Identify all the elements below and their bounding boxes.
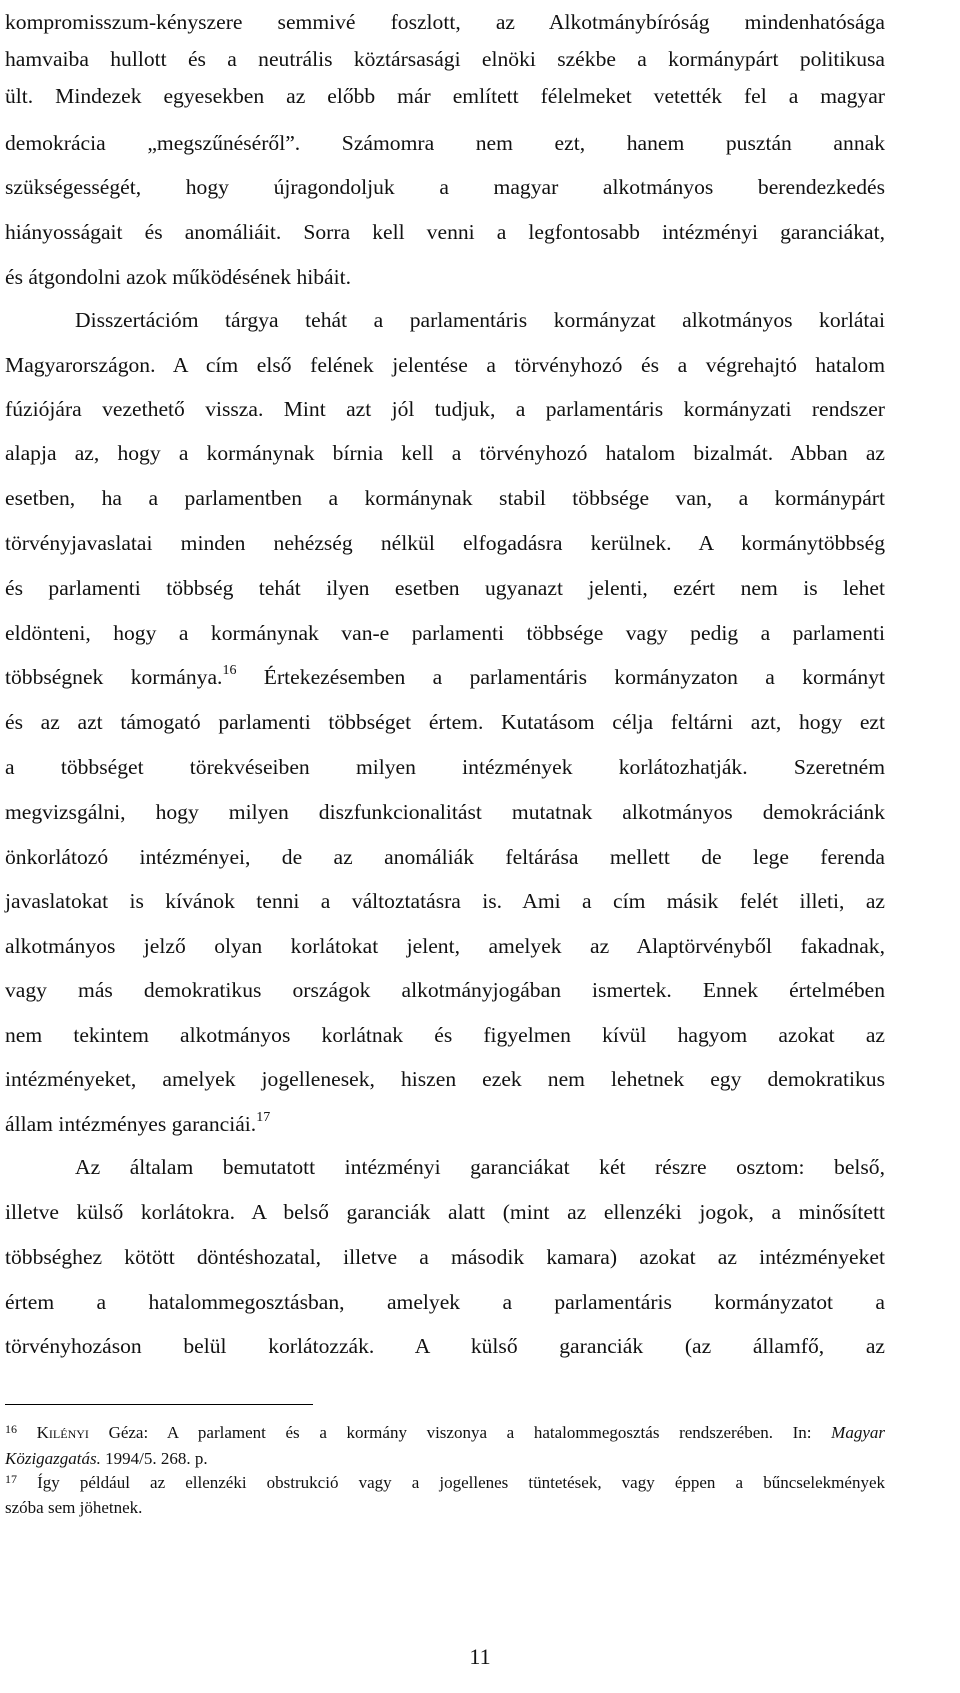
text-line (5, 655, 885, 699)
text-line: Az általam bemutatott intézményi garanciákat két részre osztom: belső, (75, 1155, 885, 1179)
text-fragment: állam intézményes garanciái. (5, 1112, 257, 1136)
text-line: kompromisszum-kényszere semmivé foszlott, az Alkotmánybíróság mindenhatósága (5, 10, 885, 34)
text-line: és parlamenti többség tehát ilyen esetben ugyanazt jelenti, ezért nem is lehet (5, 576, 885, 600)
text-line: illetve külső korlátokra. A belső garanciák alatt (mint az ellenzéki jogok, a minősített (5, 1200, 885, 1224)
footnote-separator (5, 1404, 313, 1405)
text-line: javaslatokat is kívánok tenni a változtatásra is. Ami a cím másik felét illeti, az (5, 889, 885, 913)
text-line: önkorlátozó intézményei, de az anomáliák feltárása mellett de lege ferenda (5, 845, 885, 869)
footnote-text: Géza: A parlament és a kormány viszonya a hatalommegosztás rendszerében. In: (88, 1423, 832, 1442)
footnote-text: 1994/5. 268. p. (100, 1449, 208, 1468)
footnote-journal: Magyar (831, 1423, 885, 1442)
text-line: nem tekintem alkotmányos korlátnak és figyelmen kívül hagyom azokat az (5, 1023, 885, 1047)
text-line: többséghez kötött döntéshozatal, illetve a második kamara) azokat az intézményeket (5, 1245, 885, 1269)
text-fragment: többségnek kormánya. (5, 665, 223, 689)
text-line: megvizsgálni, hogy milyen diszfunkcionalitást mutatnak alkotmányos demokráciánk (5, 800, 885, 824)
text-line: törvényhozáson belül korlátozzák. A külső garanciák (az államfő, az (5, 1334, 885, 1358)
text-line: vagy más demokratikus országok alkotmányjogában ismertek. Ennek értelmében (5, 978, 885, 1002)
footnote-text: Így például az ellenzéki obstrukció vagy a jogellenes tüntetések, vagy éppen a bűncselekmények (17, 1473, 885, 1492)
text-fragment: Értekezésemben a parlamentáris kormányzaton a kormányt (236, 665, 885, 689)
footnote-16 (5, 1420, 885, 1445)
text-line: fúziójára vezethető vissza. Mint azt jól tudjuk, a parlamentáris kormányzati rendszer (5, 397, 885, 421)
text-line: ült. Mindezek egyesekben az előbb már említett félelmeket vetették fel a magyar (5, 84, 885, 108)
text-line (5, 1102, 885, 1146)
text-line: és átgondolni azok működésének hibáit. (5, 265, 352, 289)
footnote-number: 16 (5, 1422, 17, 1436)
footnote-17-cont: szóba sem jöhetnek. (5, 1498, 143, 1517)
text-line: értem a hatalommegosztásban, amelyek a parlamentáris kormányzatot a (5, 1290, 885, 1314)
text-line: esetben, ha a parlamentben a kormánynak stabil többsége van, a kormánypárt (5, 486, 885, 510)
footnote-number: 17 (5, 1472, 17, 1486)
footnote-16-cont (5, 1446, 885, 1471)
text-line: intézményeket, amelyek jogellenesek, hiszen ezek nem lehetnek egy demokratikus (5, 1067, 885, 1091)
text-line: eldönteni, hogy a kormánynak van-e parlamenti többsége vagy pedig a parlamenti (5, 621, 885, 645)
text-line: demokrácia „megszűnéséről”. Számomra nem ezt, hanem pusztán annak (5, 131, 885, 155)
text-line: Disszertációm tárgya tehát a parlamentáris kormányzat alkotmányos korlátai (75, 308, 885, 332)
text-line: hiányosságait és anomáliáit. Sorra kell venni a legfontosabb intézményi garanciákat, (5, 220, 885, 244)
footnote-ref-17[interactable]: 17 (256, 1110, 271, 1125)
text-line: törvényjavaslatai minden nehézség nélkül elfogadásra kerülnek. A kormánytöbbség (5, 531, 885, 555)
footnote-journal: Közigazgatás. (5, 1449, 101, 1468)
footnote-17 (5, 1470, 885, 1495)
text-line: a többséget törekvéseiben milyen intézmények korlátozhatják. Szeretném (5, 755, 885, 779)
text-line: hamvaiba hullott és a neutrális köztársasági elnöki székbe a kormánypárt politikusa (5, 47, 885, 71)
text-line: szükségességét, hogy újragondoljuk a magyar alkotmányos berendezkedés (5, 175, 885, 199)
text-line: és az azt támogató parlamenti többséget értem. Kutatásom célja feltárni azt, hogy ezt (5, 710, 885, 734)
footnote-author: Kilényi (36, 1423, 89, 1442)
text-line: alkotmányos jelző olyan korlátokat jelent, amelyek az Alaptörvényből fakadnak, (5, 934, 885, 958)
text-line: Magyarországon. A cím első felének jelentése a törvényhozó és a végrehajtó hatalom (5, 353, 885, 377)
page-number: 11 (469, 1644, 491, 1669)
footnote-ref-16[interactable]: 16 (222, 663, 237, 678)
text-line: alapja az, hogy a kormánynak bírnia kell a törvényhozó hatalom bizalmát. Abban az (5, 441, 885, 465)
